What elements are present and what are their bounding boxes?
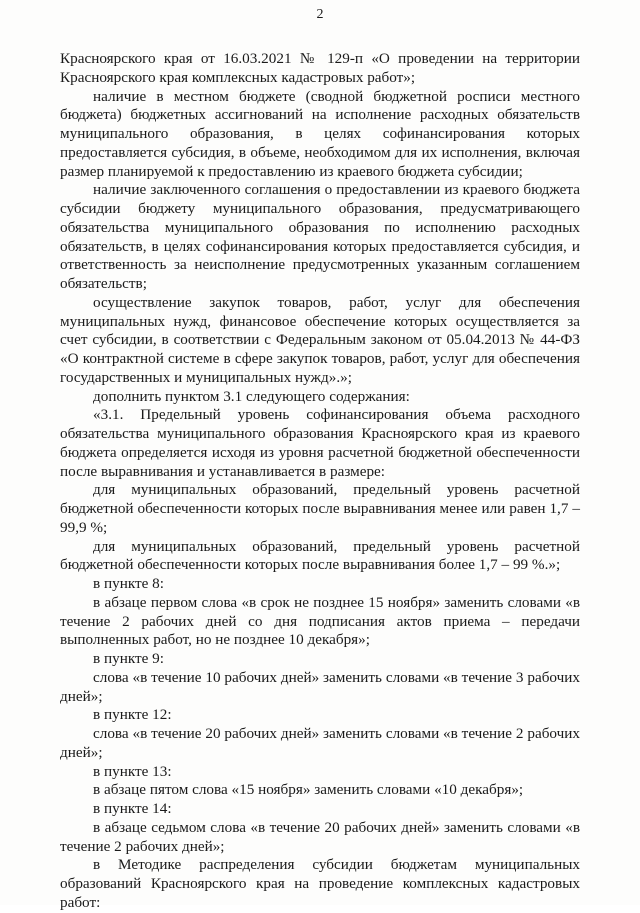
paragraph: дополнить пунктом 3.1 следующего содержания:	[93, 387, 410, 405]
paragraph: наличие заключенного соглашения о предоставлении из краевого бюджета субсидии бюджету муниципального образования, предусматривающего обязательства муниципального образования по исполнению расходных обязательств, в целях софинансирования которых предоставляется субсидия, и ответственность за неисполнение предусмотренных указанным соглашением обязательств;	[60, 181, 580, 292]
paragraph: для муниципальных образований, предельный уровень расчетной бюджетной обеспеченности которых после выравнивания более 1,7 – 99 %.»;	[60, 537, 580, 574]
document-body	[60, 50, 580, 913]
paragraph: в пункте 8:	[93, 575, 164, 592]
paragraph: в пункте 14:	[93, 800, 172, 817]
paragraph: наличие в местном бюджете (сводной бюджетной росписи местного бюджета) бюджетных ассигнований на исполнение расходных обязательств муниципального образования, в целях софинансирования которых предоставляется субсидия, в объеме, необходимом для их исполнения, включая размер планируемой к предоставлению из краевого бюджета субсидии;	[60, 87, 580, 180]
paragraph: в Методике распределения субсидии бюджетам муниципальных образований Красноярского края на проведение комплексных кадастровых работ:	[60, 856, 580, 911]
paragraph: в абзаце пятом слова «15 ноября» заменить словами «10 декабря»;	[93, 781, 524, 799]
paragraph: Красноярского края от 16.03.2021 № 129-п «О проведении на территории Красноярского края комплексных кадастровых работ»;	[60, 50, 580, 86]
paragraph: в абзаце первом слова «в срок не позднее 15 ноября» заменить словами «в течение 2 рабочих дней со дня подписания актов приема – передачи выполненных работ, но не позднее 10 декабря»;	[60, 593, 580, 649]
paragraph: в пункте 13:	[93, 762, 172, 780]
page-number: 2	[316, 7, 324, 22]
paragraph: слова «в течение 10 рабочих дней» заменить словами «в течение 3 рабочих дней»;	[60, 668, 580, 705]
paragraph: осуществление закупок товаров, работ, услуг для обеспечения муниципальных нужд, финансовое обеспечение которых осуществляется за счет субсидии, в соответствии с Федеральным законом от 05.04.2013 № 44-ФЗ «О контрактной системе в сфере закупок товаров, работ, услуг для обеспечения государственных и муниципальных нужд».»;	[60, 293, 580, 386]
paragraph: в пункте 12:	[93, 706, 172, 724]
paragraph: для муниципальных образований, предельный уровень расчетной бюджетной обеспеченности которых после выравнивания менее или равен 1,7 – 99,9 %;	[60, 481, 580, 536]
paragraph: слова «в течение 20 рабочих дней» заменить словами «в течение 2 рабочих дней»;	[60, 725, 580, 761]
paragraph: «3.1. Предельный уровень софинансирования объема расходного обязательства муниципального образования Красноярского края из краевого бюджета определяется исходя из уровня расчетной бюджетной обеспеченности после выравнивания и устанавливается в размере:	[60, 406, 580, 480]
paragraph: в абзаце седьмом слова «в течение 20 рабочих дней» заменить словами «в течение 2 рабочих дней»;	[60, 818, 580, 855]
paragraph: в пункте 9:	[93, 650, 164, 667]
